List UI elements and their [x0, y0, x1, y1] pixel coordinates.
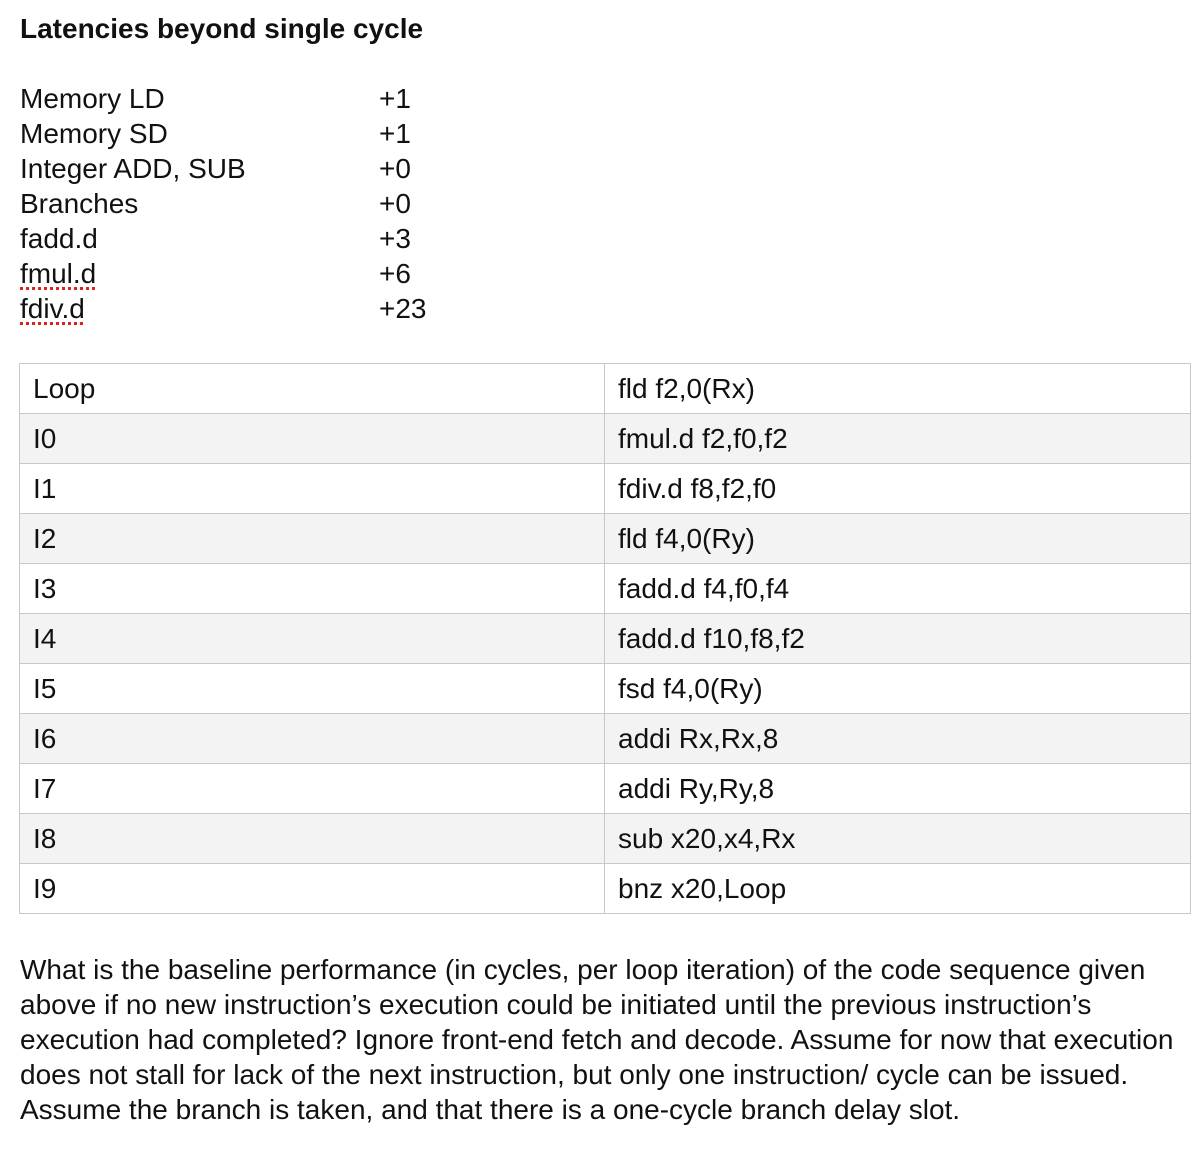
table-row	[20, 564, 1191, 614]
latency-list	[20, 81, 520, 326]
latency-value: +1	[379, 118, 411, 149]
instruction-cell: fadd.d f10,f8,f2	[605, 614, 1191, 664]
latency-op: Memory LD	[20, 83, 165, 114]
question-text: What is the baseline performance (in cycles, per loop iteration) of the code sequence given above if no new instruction’s execution could be initiated until the previous instruction’s execution had completed? Ignore front-end fetch and decode. Assume for now that execution does not stall for lack of the next instruction, but only one instruction/ cycle can be issued. Assume the branch is taken, and that there is a one-cycle branch delay slot.	[20, 954, 1174, 1125]
label-cell: I5	[20, 664, 605, 714]
latency-row	[20, 116, 520, 151]
table-row	[20, 614, 1191, 664]
instruction-cell: addi Ry,Ry,8	[605, 764, 1191, 814]
page-title: Latencies beyond single cycle	[20, 13, 424, 44]
latency-row	[20, 151, 520, 186]
latency-op: Branches	[20, 188, 139, 219]
label-cell: I0	[20, 414, 605, 464]
table-row	[20, 714, 1191, 764]
table-row	[20, 764, 1191, 814]
label-cell: I3	[20, 564, 605, 614]
latency-op: Integer ADD, SUB	[20, 153, 246, 184]
label-cell: Loop	[20, 364, 605, 414]
latency-value: +0	[379, 188, 411, 219]
label-cell: I9	[20, 864, 605, 914]
table-row	[20, 864, 1191, 914]
table-row	[20, 464, 1191, 514]
table-row	[20, 664, 1191, 714]
latency-op: fmul.d	[20, 258, 97, 289]
instruction-cell: fmul.d f2,f0,f2	[605, 414, 1191, 464]
latency-value: +1	[379, 83, 411, 114]
latency-value: +3	[379, 223, 411, 254]
label-cell: I1	[20, 464, 605, 514]
latency-row	[20, 221, 520, 256]
latency-value: +23	[379, 293, 427, 324]
instruction-cell: addi Rx,Rx,8	[605, 714, 1191, 764]
latency-row	[20, 186, 520, 221]
table-row	[20, 514, 1191, 564]
latency-op: Memory SD	[20, 118, 168, 149]
instruction-cell: fadd.d f4,f0,f4	[605, 564, 1191, 614]
instruction-cell: fdiv.d f8,f2,f0	[605, 464, 1191, 514]
instruction-cell: fsd f4,0(Ry)	[605, 664, 1191, 714]
latency-row	[20, 256, 520, 291]
latency-row	[20, 81, 520, 116]
label-cell: I2	[20, 514, 605, 564]
latency-value: +6	[379, 258, 411, 289]
label-cell: I6	[20, 714, 605, 764]
label-cell: I8	[20, 814, 605, 864]
instruction-cell: fld f2,0(Rx)	[605, 364, 1191, 414]
table-row	[20, 364, 1191, 414]
instruction-cell: bnz x20,Loop	[605, 864, 1191, 914]
instruction-cell: fld f4,0(Ry)	[605, 514, 1191, 564]
table-row	[20, 814, 1191, 864]
instruction-cell: sub x20,x4,Rx	[605, 814, 1191, 864]
label-cell: I4	[20, 614, 605, 664]
table-row	[20, 414, 1191, 464]
label-cell: I7	[20, 764, 605, 814]
code-table	[19, 363, 1191, 914]
latency-row	[20, 291, 520, 326]
latency-op: fdiv.d	[20, 293, 85, 324]
latency-op: fadd.d	[20, 223, 98, 254]
latency-value: +0	[379, 153, 411, 184]
